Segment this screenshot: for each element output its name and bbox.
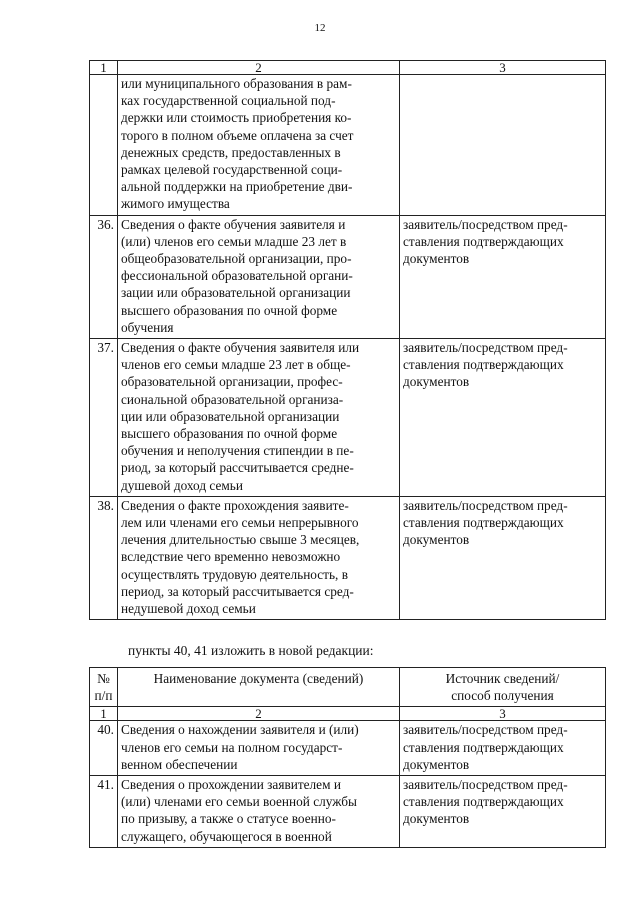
document-name-line: денежных средств, предоставленных в: [121, 144, 341, 160]
column-numbers-row: [90, 707, 606, 721]
source-method-line: документов: [403, 251, 470, 267]
document-name-line: держки или стоимость приобретения ко-: [121, 110, 352, 126]
row-number: 40.: [90, 721, 118, 776]
document-name-line: Сведения о факте прохождения заявите-: [121, 497, 349, 513]
amendment-intro-text: пункты 40, 41 изложить в новой редакции:: [128, 643, 374, 658]
row-number: 37.: [90, 339, 118, 497]
document-name-line: по призыву, а также о статусе военно-: [121, 811, 336, 827]
document-name-line: служащего, обучающегося в военной: [121, 828, 332, 844]
table-row: [90, 75, 606, 216]
table-row: [90, 721, 606, 776]
document-name-line: ции или образовательной организации: [121, 408, 340, 424]
column-number: 3: [400, 61, 606, 75]
source-method-line: заявитель/посредством пред-: [403, 722, 568, 738]
row-number: [90, 75, 118, 216]
document-name-line: рамках целевой государственной соци-: [121, 162, 343, 178]
document-name-line: лем или членами его семьи непрерывного: [121, 515, 359, 531]
source-method-line: ставления подтверждающих: [403, 794, 564, 810]
source-method-line: заявитель/посредством пред-: [403, 777, 568, 793]
document-name-line: высшего образования по очной форме: [121, 302, 338, 318]
row-number: 38.: [90, 496, 118, 619]
column-numbers-row: [90, 61, 606, 75]
header-document-name: [118, 668, 400, 707]
source-method-line: документов: [403, 374, 470, 390]
source-method-line: заявитель/посредством пред-: [403, 497, 568, 513]
source-method: [400, 339, 606, 497]
document-name-line: венном обеспечении: [121, 756, 238, 772]
document-name-line: высшего образования по очной форме: [121, 426, 338, 442]
row-number: 41.: [90, 776, 118, 848]
document-name-line: Сведения о нахождении заявителя и (или): [121, 722, 359, 738]
source-method-line: документов: [403, 811, 470, 827]
document-name-line: ках государственной социальной под-: [121, 93, 336, 109]
document-name-line: период, за который рассчитывается сред-: [121, 583, 354, 599]
source-method-line: ставления подтверждающих: [403, 357, 564, 373]
source-method-line: ставления подтверждающих: [403, 739, 564, 755]
document-name-line: членов его семьи на полном государст-: [121, 739, 343, 755]
document-name-line: обучения и неполучения стипендии в пе-: [121, 443, 354, 459]
document-name-line: осуществлять трудовую деятельность, в: [121, 566, 348, 582]
documents-table-continued: [89, 60, 606, 620]
document-name: [118, 75, 400, 216]
column-number: 3: [400, 707, 606, 721]
document-name-line: Сведения о факте обучения заявителя или: [121, 340, 360, 356]
document-name-line: общеобразовательной организации, про-: [121, 251, 352, 267]
document-name-line: сиональной образовательной организа-: [121, 391, 344, 407]
source-method-line: документов: [403, 756, 470, 772]
document-name-line: жимого имущества: [121, 196, 230, 212]
source-method: [400, 496, 606, 619]
document-name-line: обучения: [121, 319, 174, 335]
document-name-line: душевой доход семьи: [121, 477, 243, 493]
source-method-line: ставления подтверждающих: [403, 515, 564, 531]
header-document-name-line: Наименование документа (сведений): [153, 671, 364, 686]
header-source: [400, 668, 606, 707]
document-name-line: (или) членов его семьи младше 23 лет в: [121, 233, 347, 249]
documents-table-new-edition: [89, 667, 606, 848]
document-name-line: торого в полном объеме оплачена за счет: [121, 127, 354, 143]
column-number: 1: [90, 61, 118, 75]
page-number: 12: [314, 22, 326, 34]
document-name-line: (или) членами его семьи военной службы: [121, 794, 357, 810]
table-row: [90, 339, 606, 497]
table-row: [90, 496, 606, 619]
source-method-line: заявитель/посредством пред-: [403, 340, 568, 356]
document-name-line: Сведения о прохождении заявителем и: [121, 777, 341, 793]
document-name-line: вследствие чего временно невозможно: [121, 549, 341, 565]
document-name: [118, 339, 400, 497]
source-method: [400, 776, 606, 848]
source-method: [400, 75, 606, 216]
document-name-line: лечения длительностью свыше 3 месяцев,: [121, 532, 360, 548]
header-number-line: №: [97, 671, 110, 686]
source-method-line: документов: [403, 532, 470, 548]
column-number: 2: [118, 61, 400, 75]
column-number: 2: [118, 707, 400, 721]
document-name-line: риод, за который рассчитывается средне-: [121, 460, 354, 476]
table-row: [90, 776, 606, 848]
document-name-line: фессиональной образовательной органи-: [121, 268, 353, 284]
document-name-line: или муниципального образования в рам-: [121, 76, 352, 91]
document-name: [118, 215, 400, 338]
header-number-line: п/п: [94, 688, 113, 704]
document-name-line: альной поддержки на приобретение дви-: [121, 179, 353, 195]
document-name-line: образовательной организации, профес-: [121, 374, 343, 390]
document-name-line: Сведения о факте обучения заявителя и: [121, 216, 346, 232]
document-name-line: зации или образовательной организации: [121, 285, 351, 301]
document-name-line: членов его семьи младше 23 лет в обще-: [121, 357, 351, 373]
table-row: [90, 215, 606, 338]
document-name: [118, 721, 400, 776]
table-header-row: [90, 668, 606, 707]
row-number: 36.: [90, 215, 118, 338]
header-number: [90, 668, 118, 707]
column-number: 1: [90, 707, 118, 721]
document-name: [118, 776, 400, 848]
source-method-line: ставления подтверждающих: [403, 233, 564, 249]
document-name: [118, 496, 400, 619]
header-source-line: способ получения: [451, 688, 554, 704]
source-method: [400, 215, 606, 338]
header-source-line: Источник сведений/: [445, 671, 560, 686]
document-name-line: недушевой доход семьи: [121, 601, 256, 617]
source-method: [400, 721, 606, 776]
source-method-line: заявитель/посредством пред-: [403, 216, 568, 232]
